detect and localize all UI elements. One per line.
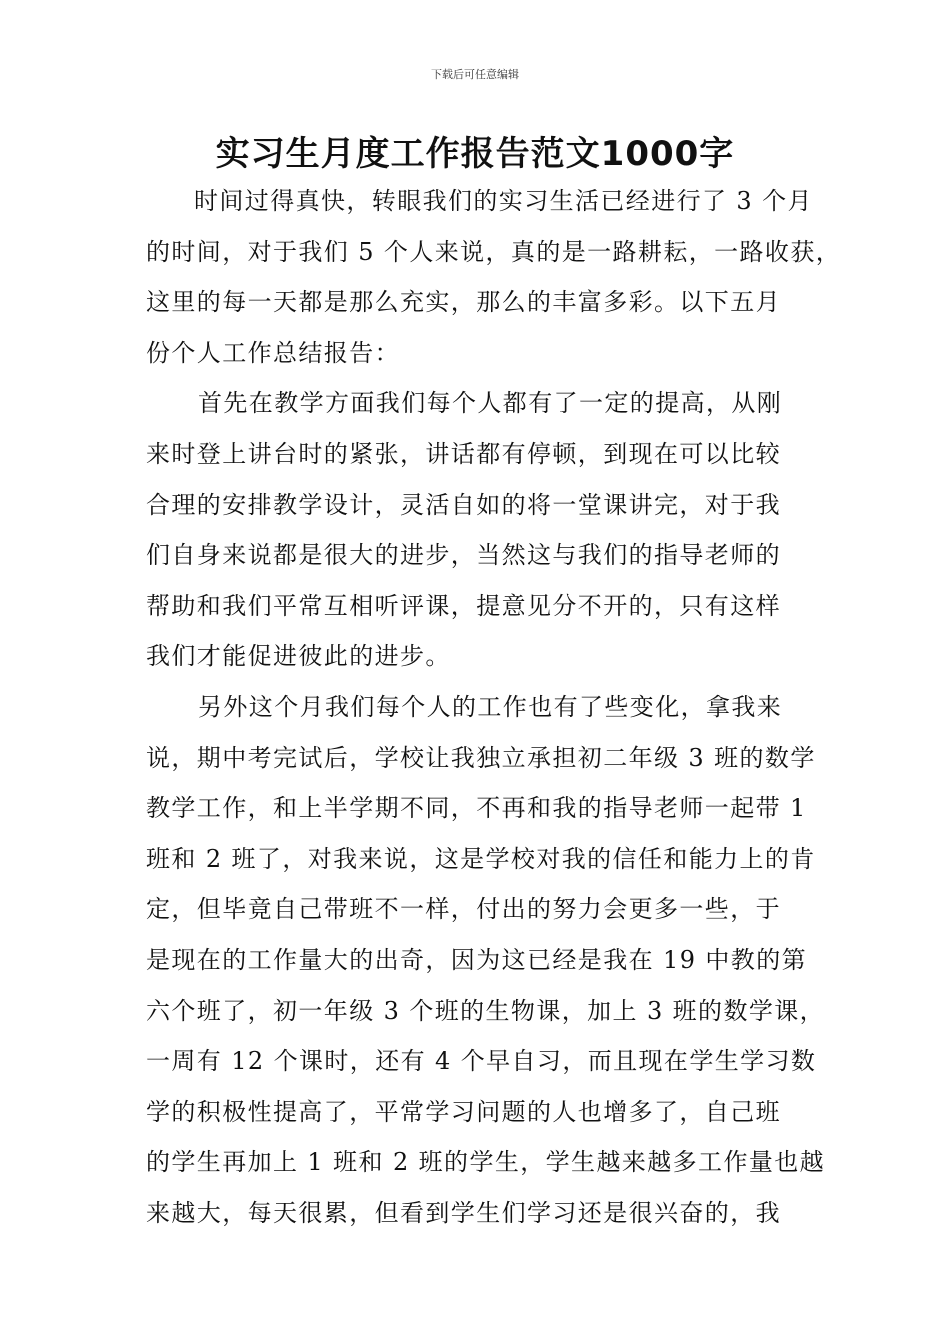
paragraph (146, 176, 842, 378)
text-line: 们自身来说都是很大的进步，当然这与我们的指导老师的 (146, 541, 781, 570)
text-line: 班和 2 班了，对我来说，这是学校对我的信任和能力上的肯 (146, 844, 816, 873)
text-line: 一周有 12 个课时，还有 4 个早自习，而且现在学生学习数 (146, 1047, 817, 1076)
document-body (146, 176, 842, 1238)
text-line: 首先在教学方面我们每个人都有了一定的提高，从刚 (198, 389, 783, 418)
paragraph (146, 378, 822, 682)
text-line: 来时登上讲台时的紧张，讲话都有停顿，到现在可以比较 (146, 439, 781, 468)
text-line: 是现在的工作量大的出奇，因为这已经是我在 19 中教的第 (146, 945, 807, 974)
text-line: 学的积极性提高了，平常学习问题的人也增多了，自己班 (146, 1097, 781, 1126)
text-line: 另外这个月我们每个人的工作也有了些变化，拿我来 (198, 692, 783, 721)
text-line: 说，期中考完试后，学校让我独立承担初二年级 3 班的数学 (146, 743, 816, 772)
text-line: 的时间，对于我们 5 个人来说，真的是一路耕耘，一路收获， (146, 237, 842, 266)
text-line: 份个人工作总结报告： (146, 338, 400, 367)
text-line: 我们才能促进彼此的进步。 (146, 642, 451, 671)
text-line: 合理的安排教学设计，灵活自如的将一堂课讲完，对于我 (146, 490, 781, 519)
text-line: 来越大，每天很累，但看到学生们学习还是很兴奋的，我 (146, 1198, 781, 1227)
text-line: 定，但毕竟自己带班不一样，付出的努力会更多一些，于 (146, 895, 781, 924)
text-line: 帮助和我们平常互相听评课，提意见分不开的，只有这样 (146, 591, 781, 620)
text-line: 教学工作，和上半学期不同，不再和我的指导老师一起带 1 (146, 794, 807, 823)
text-line: 六个班了，初一年级 3 个班的生物课，加上 3 班的数学课， (146, 996, 826, 1025)
header-note: 下载后可任意编辑 (431, 68, 519, 81)
text-line: 这里的每一天都是那么充实，那么的丰富多彩。以下五月 (146, 288, 781, 317)
text-line: 时间过得真快，转眼我们的实习生活已经进行了 3 个月 (194, 187, 813, 215)
text-line: 的学生再加上 1 班和 2 班的学生，学生越来越多工作量也越 (146, 1148, 826, 1177)
paragraph (146, 682, 826, 1239)
document-title: 实习生月度工作报告范文1000字 (215, 134, 735, 174)
